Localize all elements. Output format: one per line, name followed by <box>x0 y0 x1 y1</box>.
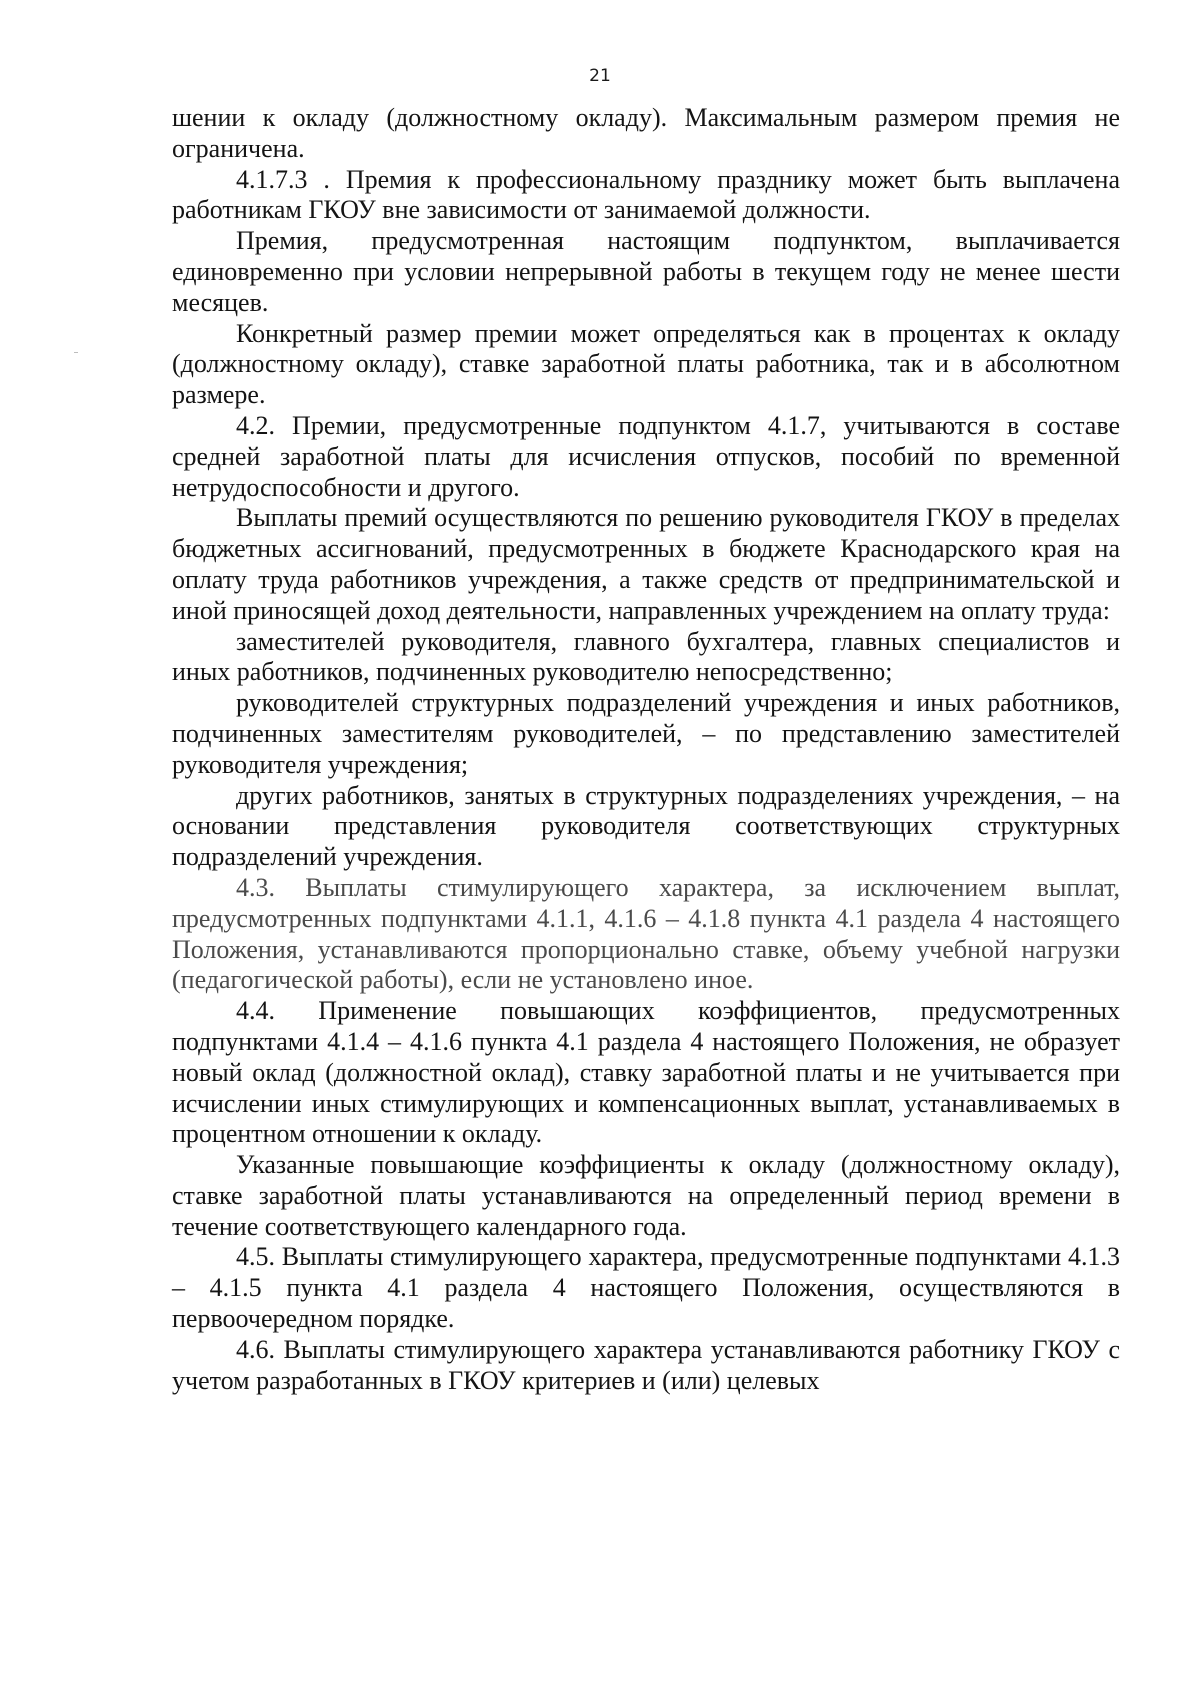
document-body <box>172 103 1120 1396</box>
paragraph-continuation: шении к окладу (должностному окладу). Максимальным размером премия не ограничена. <box>172 103 1120 163</box>
list-item-other-workers: других работников, занятых в структурных подразделениях учреждения, – на основании представления руководителя соответствующих структурных подразделений учреждения. <box>172 780 1120 872</box>
scan-artifact <box>74 352 78 353</box>
list-item-department-heads: руководителей структурных подразделений учреждения и иных работников, подчиненных заместителям руководителей, – по представлению заместителей руководителя учреждения; <box>172 688 1120 779</box>
paragraph-4-6: 4.6. Выплаты стимулирующего характера устанавливаются работнику ГКОУ с учетом разработанных в ГКОУ критериев и (или) целевых <box>172 1334 1120 1395</box>
paragraph-4-1-7-3: 4.1.7.3 . Премия к профессиональному празднику может быть выплачена работникам ГКОУ вне зависимости от занимаемой должности. <box>172 164 1120 225</box>
paragraph-4-3: 4.3. Выплаты стимулирующего характера, за исключением выплат, предусмотренных подпунктами 4.1.1, 4.1.6 – 4.1.8 пункта 4.1 раздела 4 настоящего Положения, устанавливаются пропорционально ставке, объему учебной нагрузки (педагогической работы), если не установлено иное. <box>172 872 1120 995</box>
paragraph-bonus-amount: Конкретный размер премии может определяться как в процентах к окладу (должностному окладу), ставке заработной платы работника, так и в абсолютном размере. <box>172 318 1120 410</box>
paragraph-4-5: 4.5. Выплаты стимулирующего характера, предусмотренные подпунктами 4.1.3 – 4.1.5 пункта 4.1 раздела 4 настоящего Положения, осуществляются в первоочередном порядке. <box>172 1242 1120 1334</box>
paragraph-coefficients: Указанные повышающие коэффициенты к окладу (должностному окладу), ставке заработной платы устанавливаются на определенный период времени в течение соответствующего календарного года. <box>172 1150 1120 1241</box>
paragraph-4-4: 4.4. Применение повышающих коэффициентов, предусмотренных подпунктами 4.1.4 – 4.1.6 пункта 4.1 раздела 4 настоящего Положения, не образует новый оклад (должностной оклад), ставку заработной платы и не учитывается при исчислении иных стимулирующих и компенсационных выплат, устанавливаемых в процентном отношении к окладу. <box>172 996 1120 1149</box>
paragraph-bonus-one-time: Премия, предусмотренная настоящим подпунктом, выплачивается единовременно при условии непрерывной работы в текущем году не менее шести месяцев. <box>172 226 1120 317</box>
paragraph-4-2: 4.2. Премии, предусмотренные подпунктом 4.1.7, учитываются в составе средней заработной платы для исчисления отпусков, пособий по временной нетрудоспособности и другого. <box>172 410 1120 502</box>
paragraph-bonus-payments: Выплаты премий осуществляются по решению руководителя ГКОУ в пределах бюджетных ассигнований, предусмотренных в бюджете Краснодарского края на оплату труда работников учреждения, а также средств от предпринимательской и иной приносящей доход деятельности, направленных учреждением на оплату труда: <box>172 503 1120 625</box>
page-number: 21 <box>589 66 611 86</box>
list-item-deputies: заместителей руководителя, главного бухгалтера, главных специалистов и иных работников, подчиненных руководителю непосредственно; <box>172 626 1120 687</box>
